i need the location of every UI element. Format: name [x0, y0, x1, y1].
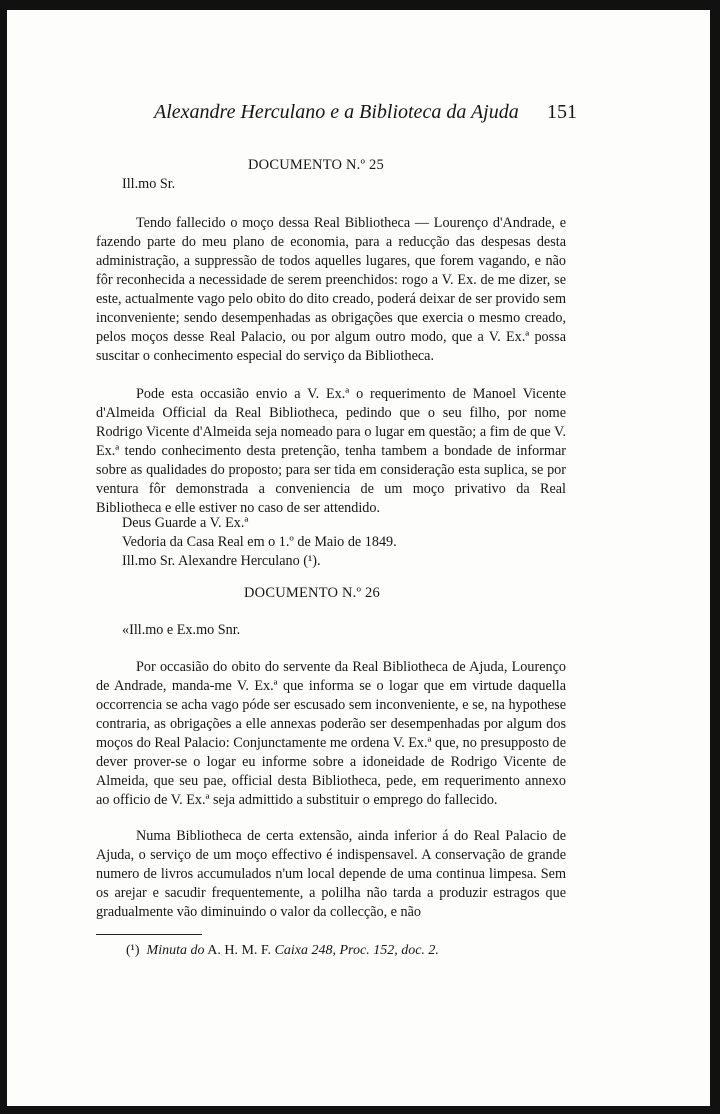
document-25-paragraph-2: Pode esta occasião envio a V. Ex.ª o requerimento de Manoel Vicente d'Almeida Official da Real Bibliotheca, pedindo que o seu filho, por nome Rodrigo Vicente d'Almeida seja nomeado para o lugar em questão; a fim de que V. Ex.ª tendo conhecimento desta pretenção, tenha tambem a bondade de informar sobre as qualidades do proposto; para ser tida em consideração esta suplica, se por ventura fôr demonstrada a conveniencia de um moço privativo da Real Bibliotheca e elle estiver no caso de ser attendido. [96, 386, 566, 516]
footnote [126, 943, 439, 959]
document-25-closing: Deus Guarde a V. Ex.ª [122, 515, 249, 531]
document-26-title: DOCUMENTO N.º 26 [244, 585, 380, 601]
footnote-divider [96, 934, 202, 935]
document-25-place-date: Vedoria da Casa Real em o 1.º de Maio de 1849. [122, 534, 397, 550]
running-title: Alexandre Herculano e a Biblioteca da Ajuda [154, 101, 519, 123]
document-26-paragraph-1: Por occasião do obito do servente da Real Bibliotheca de Ajuda, Lourenço de Andrade, manda-me V. Ex.ª que informa se o logar que em virtude daquella occorrencia se acha vago póde ser escusado sem inconveniente, e se, na hypothese contraria, as obrigações a elle annexas poderão ser desempenhadas por algum dos moços do Real Palacio: Conjunctamente me ordena V. Ex.ª que, no presupposto de dever prover-se o logar eu informe sobre a idoneidade de Rodrigo Vicente de Almeida, que seu pae, official desta Bibliotheca, pede, em requerimento annexo ao officio de V. Ex.ª seja admittido a substituir o emprego do fallecido. [96, 659, 566, 808]
footnote-source: Minuta do [146, 943, 205, 958]
document-26-salutation: «Ill.mo e Ex.mo Snr. [122, 622, 241, 638]
footnote-archive: A. H. M. F. [207, 943, 272, 958]
page-number: 151 [547, 101, 577, 123]
document-25-addressee: Ill.mo Sr. Alexandre Herculano (¹). [122, 553, 321, 569]
document-25-paragraph-1: Tendo fallecido o moço dessa Real Bibliotheca — Lourenço d'Andrade, e fazendo parte do meu plano de economia, para a reducção das despesas desta administração, a suppressão de todos aquelles lugares, que forem vagando, e não fôr reconhecida a necessidade de serem preenchidos: rogo a V. Ex. de me dizer, se este, actualmente vago pelo obito do dito creado, poderá deixar de ser provido sem inconveniente; sendo desempenhadas as obrigações que exercia o mesmo creado, pelos moços desse Real Palacio, ou por algum outro modo, que a V. Ex.ª possa suscitar o conhecimento especial do serviço da Bibliotheca. [96, 215, 566, 364]
footnote-marker: (¹) [126, 943, 140, 958]
document-25-salutation: Ill.mo Sr. [122, 176, 176, 192]
document-26-paragraph-2: Numa Bibliotheca de certa extensão, ainda inferior á do Real Palacio de Ajuda, o serviço de um moço effectivo é indispensavel. A conservação de grande numero de livros accumulados n'um local depende de uma continua limpesa. Sem os arejar e sacudir frequentemente, a polilha não tarda a produzir estragos que gradualmente vão diminuindo o valor da collecção, e não [96, 828, 566, 920]
running-head [154, 101, 577, 124]
footnote-reference: Caixa 248, Proc. 152, doc. 2. [274, 943, 439, 958]
document-25-title: DOCUMENTO N.º 25 [248, 157, 384, 173]
page [7, 10, 710, 1106]
